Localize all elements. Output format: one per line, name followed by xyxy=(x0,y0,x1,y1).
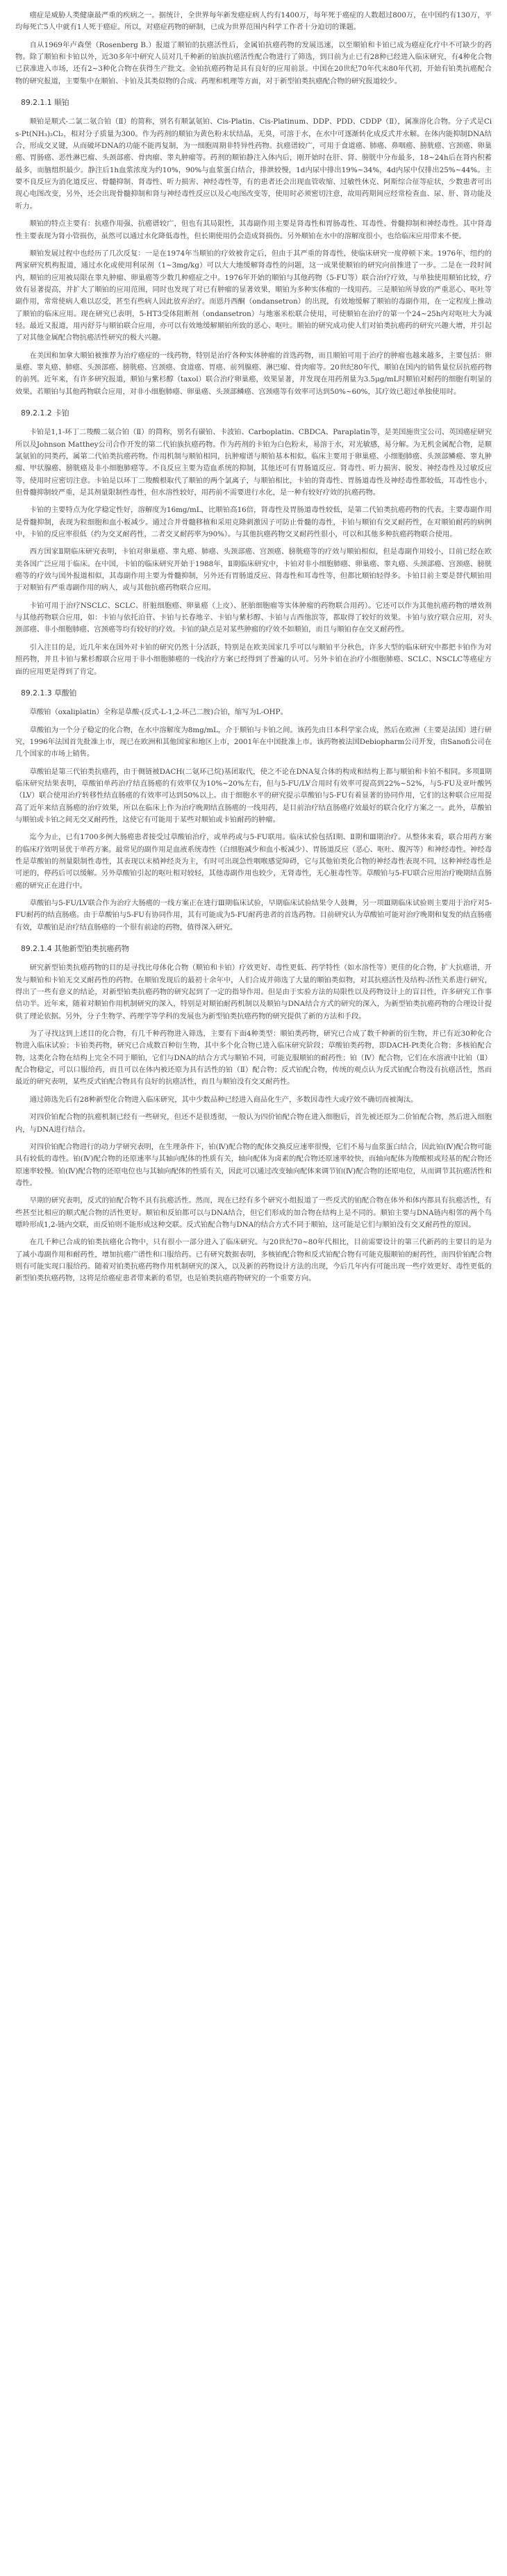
cisplatin-paragraph: 顺铂发展过程中也经历了几次反复：一是在1974年当顺铂的疗效被肯定后，但由于其严重的肾毒性，使临床研究一度停顿下来。1976年，纽约的两家研究机构报道，通过水化或使用利尿剂（1~3mg/kg）可以大大地缓解肾毒性的问题，这一成果使顺铂的研究向前推进了一步。二是在一段时间内，顺铂的应用被局限在睾丸肿瘤、卵巢癌等少数几种癌症之中。1976年开始的顺铂与其他药物（5-FU等）联合治疗疗效，与单独使用顺铂比较，疗效有显著提高，并扩大了顺铂的应用范围，同时也发现了对已有肿瘤的显著效果，顺铂为多种实体瘤的一线用药。三是顺铂所导致的严重恶心、呕吐等副作用，常常使病人难以忍受，甚至有些病人因此放弃治疗。而恩丹西酮（ondansetron）的出现，有效地缓解了顺铂的毒副作用，在一定程度上推动了顺铂的临床应用。现在研究已表明，5-HT3受体阻断剂（ondansetron）与地塞米松联合使用，可使顺铂在治疗的第一个24~25h内对呕吐大为减轻。最近又报道，用丙舒芬与顺铂联合应用，亦可以有效地缓解顺铂所致的恶心、呕吐。顺铂的研究成功使人们对铂类抗癌药的研究兴趣大增，并引起了对其他金属配合物抗癌活性研究的极大兴趣。 xyxy=(15,249,492,342)
section-heading-carboplatin: 89.2.1.2 卡铂 xyxy=(21,408,69,418)
intro-paragraph: 自从1969年卢森堡（Rosenberg B.）报道了顺铂的抗癌活性后，金属铂抗癌药物的发展迅速，以至顺铂和卡铂已成为癌症化疗中不可缺少的药物。除了顺铂和卡铂以外，近30多年中研究人员对几千种新的铂族抗癌活性配合物进行了筛选，到目前为止已有28种已经进入临床研究，有4种化合物已获准进入市场，还有2~3种化合物在获得生产批文。金铂抗癌药物是具有良好的应用前景。中国在20世纪70年代末80年代初，开始有铂类抗癌配合物的研究报道，主要集中在顺铂、卡铂及其类似物的合成、药理和机理等方面，对于新型铂类抗癌配合物的研究报道较少。 xyxy=(15,40,492,85)
oxaliplatin-paragraph: 草酸铂（oxaliplatin）全称是草酸·(反式-L-1,2-环己二胺)合铂，缩写为L-OHP。 xyxy=(29,708,288,717)
oxaliplatin-paragraph: 草酸铂与5-FU/LV联合作为治疗大肠癌的一线方案正在进行Ⅲ期临床试验，早期临床试验结果令人鼓舞，另一项Ⅲ期临床试验则主要用于治疗对5-FU耐药的结直肠癌。由于草酸铂与5-FU有协同作用，其有可能成为5-FU耐药患者的首选药物。目前研究认为草酸铂可能对治疗晚期和复发的结直肠癌有效，草酸铂是治疗结直肠癌的一个很有前途的药物，值得深入研究。 xyxy=(15,899,492,932)
other-platinum-paragraph: 对四价铂配合物的抗癌机制已经有一些研究，但还不是很透彻，一般认为四价铂配合物在进入细胞后，首先被还原为二价铂配合物，然后进入细胞内，与DNA进行结合。 xyxy=(15,1113,492,1134)
carboplatin-paragraph: 卡铂是1,1-环丁二羧酸二氨合铂（Ⅱ）的简称，别名有碳铂、卡波铂、Carboplatin、CBDCA、Paraplatin等，是美国施贵宝公司、英国癌症研究所以及Johnson Matthey公司合作开发的第二代铂族抗癌药物。作为药剂的卡铂为白色粉末，易溶于水，对光敏感，易分解。为无机金属配合物，是顺氯氨铂的同类药，属第二代铂类抗癌药物。作用机制与顺铂相同，抗肿瘤谱与顺铂基本相似。临床主要用于卵巢癌、小细胞肺癌、头颈部鳞癌、睾丸肿瘤、甲状腺癌、膀胱癌及非小细胞肺癌等。不良反应主要为造血系统的抑制，其他还可有胃肠道反应、肾毒性、听力损害、脱发、神经毒性及过敏反应等，使用时应密切注意。卡铂是以环丁二羧酸根取代了顺铂的两个氯离子，与顺铂相比，卡铂的肾毒性、胃肠道毒性及神经毒性都较低，耳毒性也小，但骨髓抑制较严重，是其剂量限制性毒性，但水溶性较好，用药前不需要进行水化，是一种有较好疗效的抗癌药物。 xyxy=(15,428,492,497)
section-heading-cisplatin: 89.2.1.1 顺铂 xyxy=(21,98,69,108)
carboplatin-paragraph: 引入注目的是，近几年来在国外对卡铂的研究仍然十分活跃，特别是在欧美国家几乎可以与顺铂平分秋色，许多大型的临床研究中都把卡铂作为对照药物，并且卡铂与紫杉醇联合应用于非小细胞肺癌的一线治疗方案已经得到了普遍的认可。另外卡铂在治疗小细胞肺癌、SCLC、NSCLC等癌症方面的应用更是得到了肯定。 xyxy=(15,643,492,676)
other-platinum-paragraph: 为了寻找这到上述目的化合物，有几千种药物进入筛选，主要有下面4种类型：顺铂类药物，研究已合成了数千种新的衍生物，并已有近30种化合物进入临床试验；卡铂类药物，研究已合成数百种衍生物，其中多个化合物已进入临床研究阶段；草酸铂类药物，即DACH-Pt类化合物；多核铂配合物，这类化合物在结构上完全不同于顺铂，它们与DNA的结合方式与顺铂不同，可能克服顺铂的耐药性；铂（Ⅳ）配合物，它们在水溶液中比铂（Ⅱ）配合物稳定，可以口服给药，而且可以在体内被还原为具有活性的铂（Ⅱ）配合物；反式铂配合物，传统的观点认为反式铂配合物没有抗癌活性，然而最近的研究表明，某些反式铂配合物具有良好的抗癌活性，而且与顺铂没有交叉耐药性。 xyxy=(15,1030,492,1087)
other-platinum-paragraph: 通过筛选先后有28种新型化合物进入临床研究，其中少数品种已经进入商品化生产，多数因毒性大或疗效不确切而被淘汰。 xyxy=(29,1095,418,1104)
other-platinum-paragraph: 对四价铂配合物进行的动力学研究表明，在生理条件下，铂(Ⅳ)配合物的配体交换反应速率很慢，它们不易与血浆蛋白结合，因此铂(Ⅳ)配合物可能具有较低的毒性。铂(Ⅳ)配合物的还原速率与其轴向配体的性质有关，轴向配体为卤素的配合物还原速率较快，而轴向配体为羧酸根或羟基的配合物还原速率较慢。铂(Ⅳ)配合物的还原电位也与其轴向配体的性质有关，因此可以通过改变轴向配体来调节铂(Ⅳ)配合物的还原电位，从而调节其抗癌活性和毒性。 xyxy=(15,1142,492,1187)
oxaliplatin-paragraph: 草酸铂为一个分子稳定的化合物，在水中溶解度为8mg/mL，介于顺铂与卡铂之间。该药先由日本科学家合成，然后在欧洲（主要是法国）进行研究，1996年法国首先批准上市，现已在欧洲和其他国家和地区上市，2001年在中国批准上市。该药物被法国Debiopharm公司开发，由Sanofi公司在几个国家的市场上销售。 xyxy=(15,725,492,759)
intro-paragraph: 癌症是威胁人类健康最严重的疾病之一。据统计，全世界每年新发癌症病人约有1400万，每年死于癌症的人数超过800万，在中国约有130万，平均每死亡5人中就有1人死于癌症。所以，对癌症药物的研制，已成为世界范围内科学工作者十分迫切的课题。 xyxy=(15,11,492,32)
carboplatin-paragraph: 卡铂可用于治疗NSCLC、SCLC、肝脏细胞癌、卵巢癌（上皮）、胚胎细胞瘤等实体肿瘤的药物联合用药）。它还可以作为其他抗癌药物的增效剂与其他药物联合应用，如：卡铂与依托泊苷、卡铂与长春地辛、卡铂与紫杉醇、卡铂与吉西他滨等，都取得了较好的效果。卡铂与放疗联合应用，对头颈部癌、非小细胞肺癌、宫颈癌等均有较好的疗效。卡铂的缺点是对某些肿瘤的疗效不如顺铂，而且与顺铂存在交叉耐药性。 xyxy=(15,601,492,634)
cisplatin-paragraph: 在美国和加拿大顺铂被推荐为治疗癌症的一线药物，特别是治疗各种实体肿瘤的首选药物，而且顺铂可用于治疗的肿瘤也越来越多，主要包括：卵巢癌、睾丸癌、肺癌、头颈部癌、膀胱癌、宫颈癌、食道癌、胃癌、前列腺癌、淋巴瘤、骨肉瘤等。20世纪80年代，顺铂在国内的销售量位居抗癌药物的前列。近年来，有许多研究报道，顺铂与紫杉醇（taxol）联合治疗卵巢癌，效果显著，并发现在用药剂量为3.5μg/mL时顺铂对耐药的细胞有明显的效果。若顺铂与其他药物联合应用，对非小细胞肺癌、卵巢癌、头颈部鳞癌、宫颈癌等有效率可达到50%~60%，其疗效已超过单独使用时。 xyxy=(15,351,492,396)
section-heading-other-platinum: 89.2.1.4 其他新型铂类抗癌药物 xyxy=(21,944,130,954)
carboplatin-paragraph: 卡铂的主要特点为化学稳定性好，溶解度为16mg/mL，比顺铂高16倍，肾毒性及胃肠道毒性较低，是第二代铂类抗癌药物的代表。主要毒副作用是骨髓抑制，表现为粒细胞和血小板减少。通过合并骨髓移植和采用克隆刺激因子可防止骨髓的毒性，卡铂与顺铂有交叉耐药性，在对顺铂耐药的病例中，卡铂的反应率很低（约为交叉耐药性，二者交叉耐药率为90%）。与其他抗癌药物交叉耐药性很小，可以和其他多种抗癌药物联合使用。 xyxy=(15,506,492,539)
other-platinum-paragraph: 研究新型铂类抗癌药物的目的是寻找比母体化合物（顺铂和卡铂）疗效更好、毒性更低、药学特性（如水溶性等）更佳的化合物，扩大抗癌谱，开发与顺铂和卡铂无交叉耐药性的药物。在顺铂发现后的最初十余年中，人们合成并筛选了大量的顺铂类似物，对其抗癌活性及结构-活性关系进行研究，得出了一些有意义的结论，对新型铂类抗癌药物的研究起到了一定的指导作用。但是由于实验方法的局限性以及药物设计上的盲目性，许多研究工作事倍功半。近年来，随着对顺铂作用机制研究的深入，特别是对顺铂耐药机制以及顺铂与DNA结合方式的研究的深入，为新型铂类抗癌药物的合理设计提供了理论依据。另外，分子生物学、药理学等学科的发展也为新型铂类抗癌药物的研究提供了新的方法和手段。 xyxy=(15,964,492,1021)
carboplatin-paragraph: 西方国家Ⅱ期临床研究表明，卡铂对卵巢癌、睾丸癌、肺癌、头颈部癌、宫颈癌、膀胱癌等的疗效与顺铂相似，但是毒副作用较小，目前已经在欧美各国广泛应用于临床。在中国，卡铂的临床研究开始于1988年，Ⅱ期临床研究中，卡铂对非小细胞肺癌、卵巢癌、睾丸癌、头颈部癌、宫颈癌、膀胱癌等的疗效与国外报道相似，其毒副作用主要为骨髓抑制，另外还有胃肠道反应、肾毒性和耳毒性等，但都比顺铂轻得多。卡铂目前主要是替代顺铂用于对顺铂有严重毒副作用的病人，或与其他抗癌药物联合应用。 xyxy=(15,547,492,593)
cisplatin-paragraph: 顺铂是顺式-二氯二氨合铂（Ⅱ）的简称，别名有顺氯氨铂、Cis-Platin、Cis-Platinum、DDP、PDD、CDDP（Ⅱ），属准溶化合物。分子式是Cis-Pt(NH₃)₂Cl₂，相对分子质量为300。作为药剂的顺铂为黄色粉末状结晶，无臭，可溶于水，在水中可逐渐转化成反式并水解。在体内能抑制DNA结合，形成交叉键，从而破坏DNA的功能不能再复制，为一细胞周期非特异性药物。抗癌谱较广，可用于食道癌、肺癌、鼻咽癌、膀胱癌、宫颈癌、卵巢癌、胃肠癌、恶性淋巴瘤、头颈部癌、骨肉瘤、睾丸肿瘤等。药剂的顺铂静注入体内后，刚开始时在肝、肾、膀胱中分布最多，18~24h后在肾内积蓄最多，而脑组织最少。静注后1h血浆浓度为约10%，90%与血浆蛋白结合，排泄较慢，1d内尿中排出19%~34%，4d内尿中仅排出25%~44%。主要不良反应为消化道反应、骨髓抑制、肾毒性、听力损害、神经毒性等，有的患者还会出现血管收缩、过敏性休克、阿斯综合征等症状，少数患者可出现心电图改变，另外，还会出现骨髓抑制和肾与神经毒性反应以及心电图改变等，使用时必须密切注意，故用药期间应经常检查血、尿、肝、肾功能及听力。 xyxy=(15,117,492,210)
other-platinum-paragraph: 在几千种已合成的铂类抗癌化合物中，只有很小一部分进入了临床研究。与20世纪70~80年代相比，目前需要设计的第三代新药的主要目的是为了减小毒副作用和耐药性，增加抗癌广谱性和口服给药。已有研究数据表明，多核铂配合物和反式铂配合物有可能克服顺铂的耐药性，而四价铂配合物则有可能实现口服给药。随着对铂类抗癌药物作用机制研究的深入，以及新的药物设计方法的出现，今后几年内有可能出现一些疗效更好、毒性更低的新型铂类抗癌药物，这将是给癌症患者带来新的希望，也是铂类抗癌药物研究的一个重要方向。 xyxy=(15,1238,492,1283)
oxaliplatin-paragraph: 迄今为止，已有1700多例大肠癌患者接受过草酸铂治疗，或单药或与5-FU联用。临床试验包括Ⅰ期、Ⅱ期和Ⅲ期治疗。从整体来看，联合用药方案的临床疗效明显优于单药方案。最常见的副作用是血液系统毒性（白细胞减少和血小板减少）、胃肠道反应（恶心、呕吐、腹泻等）和神经毒性。神经毒性是草酸铂的剂量限制性毒性，其表现以末梢神经炎为主，有时可出现急性咽喉感觉障碍，它与其他铂类化合物的神经毒性表现不同，这种神经毒性是可逆的，停药后可以缓解。另外草酸铂引起的呕吐相对较轻，其他毒副作用也较少，无肾毒性，无心脏毒性等。草酸铂与5-FU联合应用治疗晚期结直肠癌的研究正在进行中。 xyxy=(15,833,492,890)
other-platinum-paragraph: 早期的研究表明，反式的铂配合物不具有抗癌活性。然而，现在已经有多个研究小组报道了一些反式的铂配合物在体外和体内都具有抗癌活性，有些甚至比相应的顺式配合物的活性更好。顺铂和反铂都可以与DNA结合，但它们形成的加合物在结构上是不同的。顺铂主要与DNA链内相邻的两个鸟嘌呤形成1,2-链内交联，而反铂则不能形成这种交联。反式铂配合物与DNA的结合方式不同于顺铂，这可能是它们与顺铂没有交叉耐药性的原因。 xyxy=(15,1196,492,1229)
oxaliplatin-paragraph: 草酸铂是第三代铂类抗癌药，由于侧链被DACH(二氨环己烷)基团取代，使之不论在DNA复合体的构成和结构上都与顺铂和卡铂不相同。多项Ⅱ期临床研究结果表明，草酸铂单药治疗结直肠癌的有效率仅为10%~20%左右，但与5-FU/LV合用时有效率可提高到22%~52%，与5-FU及亚叶酸钙（LV）联合使用治疗转移性结直肠癌的有效率可达到50%以上。由于细胞水平的研究提示草酸铂与5-FU有着显著的协同作用，它们的这种联合应用提高了近年来结直肠癌的治疗效果，所以在临床上作为治疗晚期结直肠癌的一线用药，是目前治疗结直肠癌疗效最好的联合化疗方案之一。此外，草酸铂与顺铂或卡铂之间无交叉耐药性，这使它有可能用于某些对顺铂或卡铂耐药的肿瘤。 xyxy=(15,767,492,824)
cisplatin-paragraph: 顺铂的特点主要有：抗癌作用强、抗癌谱较广，但也有其局限性，其毒副作用主要是肾毒性和胃肠毒性、耳毒性、骨髓抑制和神经毒性。其中肾毒性主要表现为肾小管损伤，虽然可以通过水化降低毒性，但长期使用仍会造成肾损伤。另外顺铂在水中的溶解度很小，也给临床应用带来不便。 xyxy=(15,220,492,240)
section-heading-oxaliplatin: 89.2.1.3 草酸铂 xyxy=(21,688,77,697)
